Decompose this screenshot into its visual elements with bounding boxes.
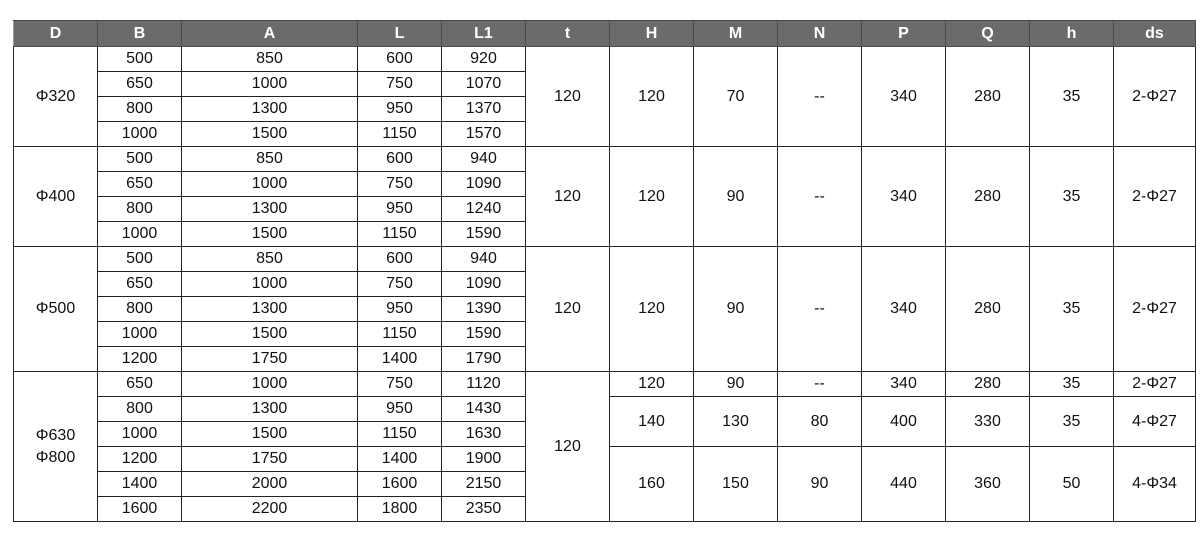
diameter-cell	[14, 372, 98, 522]
cell-l: 1600	[358, 472, 442, 497]
cell-l: 1400	[358, 347, 442, 372]
cell-p: 340	[862, 147, 946, 247]
cell-l: 600	[358, 247, 442, 272]
column-header-m: M	[694, 21, 778, 47]
cell-p: 340	[862, 372, 946, 397]
cell-q: 280	[946, 247, 1030, 372]
cell-a: 1000	[182, 172, 358, 197]
cell-a: 1300	[182, 197, 358, 222]
cell-q: 280	[946, 372, 1030, 397]
table-row	[14, 247, 1196, 272]
cell-l1: 920	[442, 47, 526, 72]
cell-ds: 4-Φ27	[1114, 397, 1196, 447]
diameter-cell	[14, 247, 98, 372]
cell-a: 2000	[182, 472, 358, 497]
cell-h: 120	[610, 47, 694, 147]
cell-a: 1000	[182, 372, 358, 397]
column-header-b: B	[98, 21, 182, 47]
cell-a: 850	[182, 247, 358, 272]
cell-n: 90	[778, 447, 862, 522]
cell-t: 120	[526, 247, 610, 372]
cell-b: 800	[98, 397, 182, 422]
cell-h-small: 50	[1030, 447, 1114, 522]
cell-b: 1200	[98, 447, 182, 472]
cell-m: 90	[694, 247, 778, 372]
cell-a: 1300	[182, 97, 358, 122]
cell-a: 850	[182, 47, 358, 72]
cell-l1: 940	[442, 247, 526, 272]
cell-a: 1300	[182, 297, 358, 322]
cell-a: 1500	[182, 222, 358, 247]
cell-l1: 1630	[442, 422, 526, 447]
cell-q: 330	[946, 397, 1030, 447]
dimension-spec-table	[13, 20, 1196, 522]
cell-l: 1150	[358, 322, 442, 347]
cell-l1: 1070	[442, 72, 526, 97]
cell-b: 1000	[98, 222, 182, 247]
cell-m: 70	[694, 47, 778, 147]
cell-q: 280	[946, 147, 1030, 247]
cell-l1: 1090	[442, 172, 526, 197]
cell-l1: 1790	[442, 347, 526, 372]
table-row	[14, 147, 1196, 172]
cell-l: 1800	[358, 497, 442, 522]
cell-t: 120	[526, 372, 610, 522]
cell-h-small: 35	[1030, 247, 1114, 372]
column-header-l: L	[358, 21, 442, 47]
cell-q: 280	[946, 47, 1030, 147]
cell-p: 340	[862, 247, 946, 372]
cell-a: 1000	[182, 272, 358, 297]
cell-n: --	[778, 372, 862, 397]
cell-p: 440	[862, 447, 946, 522]
cell-h-small: 35	[1030, 372, 1114, 397]
cell-a: 1500	[182, 122, 358, 147]
cell-h: 140	[610, 397, 694, 447]
cell-l: 600	[358, 147, 442, 172]
cell-b: 500	[98, 147, 182, 172]
cell-b: 1400	[98, 472, 182, 497]
column-header-ds: ds	[1114, 21, 1196, 47]
cell-l1: 1240	[442, 197, 526, 222]
cell-l: 750	[358, 372, 442, 397]
cell-l: 950	[358, 397, 442, 422]
cell-l: 750	[358, 272, 442, 297]
cell-h: 160	[610, 447, 694, 522]
diameter-value: Φ500	[35, 300, 76, 317]
cell-a: 1300	[182, 397, 358, 422]
column-header-t: t	[526, 21, 610, 47]
table-row	[14, 47, 1196, 72]
cell-b: 1600	[98, 497, 182, 522]
cell-b: 800	[98, 297, 182, 322]
cell-l1: 1430	[442, 397, 526, 422]
cell-l: 1150	[358, 222, 442, 247]
cell-b: 500	[98, 47, 182, 72]
cell-l: 750	[358, 72, 442, 97]
cell-p: 400	[862, 397, 946, 447]
cell-b: 1200	[98, 347, 182, 372]
cell-l1: 1570	[442, 122, 526, 147]
cell-l: 950	[358, 97, 442, 122]
cell-a: 1750	[182, 347, 358, 372]
cell-ds: 2-Φ27	[1114, 247, 1196, 372]
cell-ds: 4-Φ34	[1114, 447, 1196, 522]
cell-ds: 2-Φ27	[1114, 47, 1196, 147]
cell-b: 650	[98, 372, 182, 397]
cell-l: 750	[358, 172, 442, 197]
cell-l: 1150	[358, 422, 442, 447]
header-row	[14, 21, 1196, 47]
cell-l: 950	[358, 297, 442, 322]
cell-t: 120	[526, 47, 610, 147]
cell-ds: 2-Φ27	[1114, 147, 1196, 247]
cell-t: 120	[526, 147, 610, 247]
cell-h: 120	[610, 372, 694, 397]
cell-l1: 1590	[442, 222, 526, 247]
column-header-n: N	[778, 21, 862, 47]
cell-h-small: 35	[1030, 47, 1114, 147]
column-header-l1: L1	[442, 21, 526, 47]
cell-a: 2200	[182, 497, 358, 522]
cell-l1: 1370	[442, 97, 526, 122]
table-row	[14, 372, 1196, 397]
cell-a: 1500	[182, 322, 358, 347]
diameter-cell	[14, 147, 98, 247]
cell-b: 650	[98, 72, 182, 97]
cell-b: 1000	[98, 422, 182, 447]
column-header-d: D	[14, 21, 98, 47]
cell-ds: 2-Φ27	[1114, 372, 1196, 397]
column-header-h: h	[1030, 21, 1114, 47]
cell-a: 1750	[182, 447, 358, 472]
cell-b: 800	[98, 97, 182, 122]
column-header-q: Q	[946, 21, 1030, 47]
diameter-value: Φ320	[35, 87, 76, 105]
column-header-h: H	[610, 21, 694, 47]
cell-b: 800	[98, 197, 182, 222]
cell-h-small: 35	[1030, 147, 1114, 247]
cell-a: 850	[182, 147, 358, 172]
cell-l1: 2350	[442, 497, 526, 522]
table-body	[14, 47, 1196, 522]
cell-b: 650	[98, 172, 182, 197]
cell-h-small: 35	[1030, 397, 1114, 447]
cell-l1: 940	[442, 147, 526, 172]
cell-l: 1150	[358, 122, 442, 147]
cell-l1: 1120	[442, 372, 526, 397]
cell-n: 80	[778, 397, 862, 447]
cell-l1: 1090	[442, 272, 526, 297]
cell-b: 500	[98, 247, 182, 272]
diameter-value: Φ400	[35, 187, 76, 205]
cell-m: 130	[694, 397, 778, 447]
cell-b: 1000	[98, 322, 182, 347]
cell-h: 120	[610, 247, 694, 372]
cell-l1: 1590	[442, 322, 526, 347]
cell-m: 90	[694, 372, 778, 397]
cell-b: 650	[98, 272, 182, 297]
cell-l1: 1390	[442, 297, 526, 322]
cell-l1: 2150	[442, 472, 526, 497]
cell-n: --	[778, 47, 862, 147]
cell-h: 120	[610, 147, 694, 247]
cell-a: 1000	[182, 72, 358, 97]
cell-l: 1400	[358, 447, 442, 472]
cell-l: 600	[358, 47, 442, 72]
cell-q: 360	[946, 447, 1030, 522]
cell-p: 340	[862, 47, 946, 147]
cell-n: --	[778, 147, 862, 247]
diameter-value: Φ800	[35, 448, 76, 466]
cell-b: 1000	[98, 122, 182, 147]
column-header-p: P	[862, 21, 946, 47]
column-header-a: A	[182, 21, 358, 47]
diameter-value: Φ630	[35, 426, 76, 444]
cell-l1: 1900	[442, 447, 526, 472]
cell-n: --	[778, 247, 862, 372]
cell-m: 150	[694, 447, 778, 522]
diameter-cell	[14, 47, 98, 147]
cell-m: 90	[694, 147, 778, 247]
cell-l: 950	[358, 197, 442, 222]
cell-a: 1500	[182, 422, 358, 447]
